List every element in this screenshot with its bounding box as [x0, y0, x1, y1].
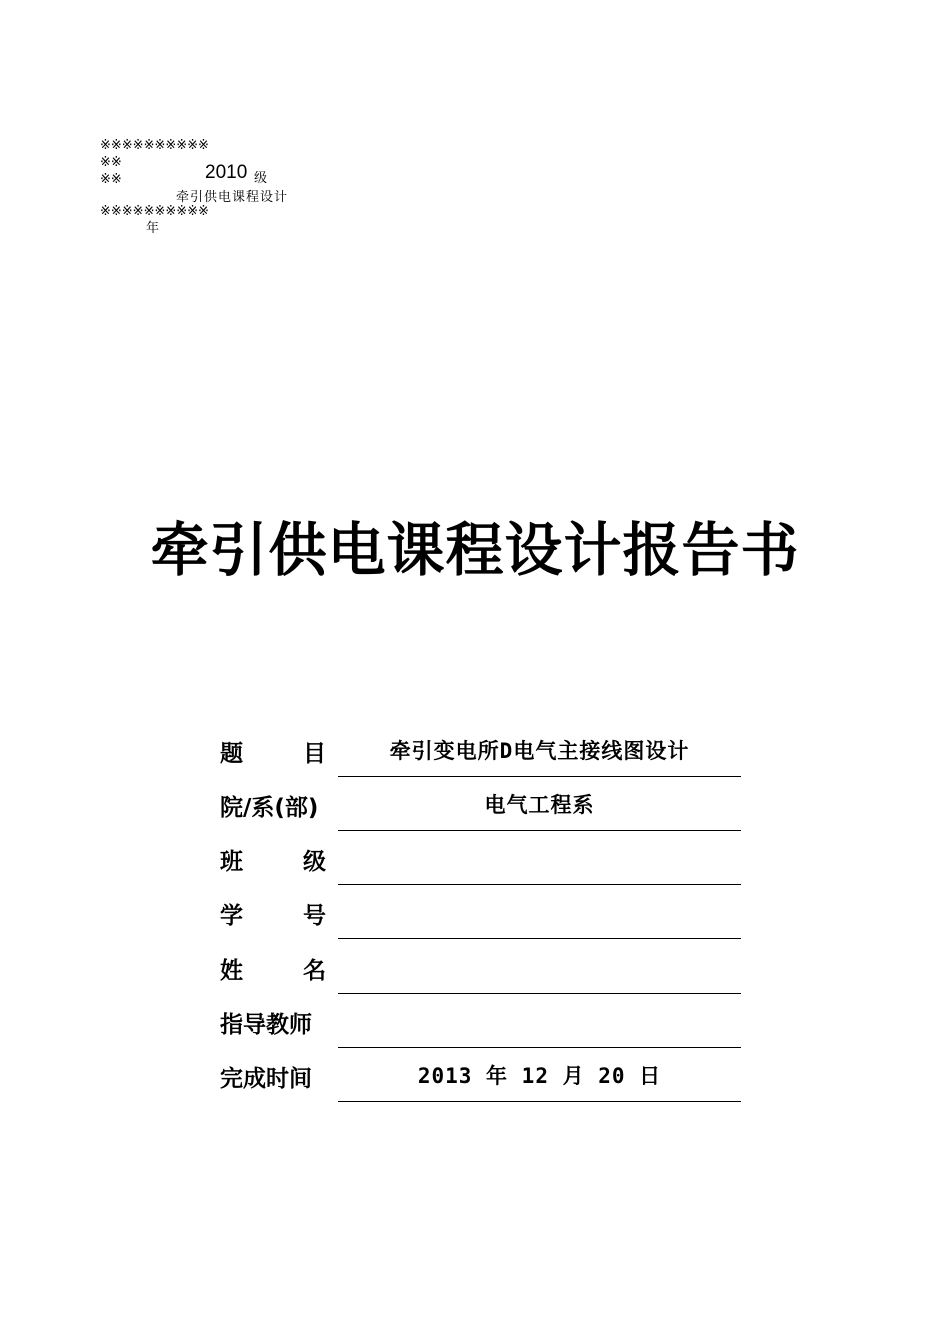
field-row-class: [220, 835, 750, 889]
field-value: 2013 年 12 月 20 日: [417, 1064, 662, 1088]
field-label: 班 级: [220, 849, 326, 875]
underline: [338, 993, 741, 994]
star-border-left-2: ※※: [100, 172, 122, 187]
field-row-advisor: [220, 998, 750, 1052]
star-border-top: ※※※※※※※※※※: [100, 138, 209, 153]
field-row-completion-date: [220, 1052, 750, 1106]
field-label: 题 目: [220, 741, 326, 767]
underline: [338, 776, 741, 777]
grade-suffix: 级: [254, 171, 268, 186]
field-label: 姓 名: [220, 958, 326, 984]
star-border-bottom: ※※※※※※※※※※: [100, 204, 209, 219]
field-label: 院/系(部): [220, 795, 319, 821]
field-value: 牵引变电所D电气主接线图设计: [389, 739, 690, 763]
field-row-topic: [220, 727, 750, 781]
field-row-name: [220, 944, 750, 998]
underline: [338, 830, 741, 831]
star-border-left-1: ※※: [100, 155, 122, 170]
course-name: 牵引供电课程设计: [176, 190, 289, 205]
field-value: 电气工程系: [484, 793, 595, 817]
field-label: 指导教师: [220, 1012, 312, 1038]
report-title: 牵引供电课程设计报告书: [150, 516, 800, 584]
field-label: 学 号: [220, 903, 326, 929]
year-char: 年: [146, 221, 160, 236]
field-row-student-id: [220, 889, 750, 943]
field-label: 完成时间: [220, 1066, 312, 1092]
underline: [338, 938, 741, 939]
field-row-department: [220, 781, 750, 835]
underline: [338, 884, 741, 885]
grade-year: 2010: [205, 162, 248, 183]
underline: [338, 1101, 741, 1102]
underline: [338, 1047, 741, 1048]
